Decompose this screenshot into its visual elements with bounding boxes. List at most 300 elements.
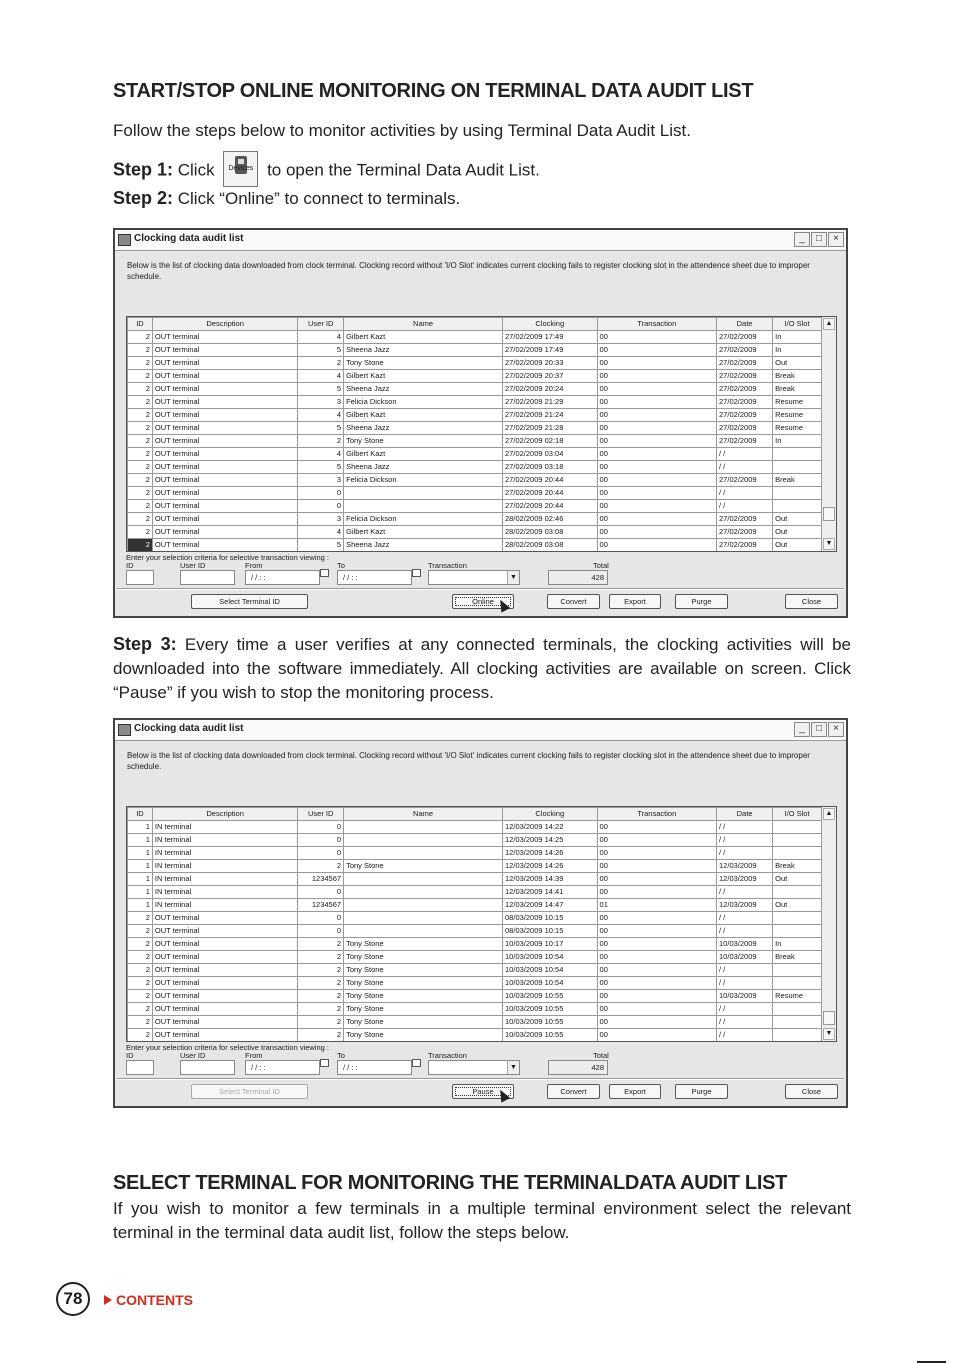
table-cell: Gilbert Kazt bbox=[344, 370, 503, 383]
table-cell: Resume bbox=[773, 422, 822, 435]
table-row[interactable] bbox=[128, 474, 822, 487]
table-cell: 27/02/2009 20:44 bbox=[503, 474, 598, 487]
table-row[interactable] bbox=[128, 1016, 822, 1029]
table-cell: 2 bbox=[128, 370, 153, 383]
table-cell: 1234567 bbox=[298, 873, 344, 886]
table-cell: Resume bbox=[773, 396, 822, 409]
vertical-scrollbar[interactable] bbox=[821, 317, 836, 551]
table-cell bbox=[344, 873, 503, 886]
convert-button[interactable]: Convert bbox=[547, 1084, 600, 1099]
column-header[interactable]: Transaction bbox=[597, 318, 716, 331]
table-cell: 00 bbox=[597, 925, 716, 938]
transaction-select[interactable] bbox=[428, 570, 520, 585]
table-cell: 00 bbox=[597, 834, 716, 847]
table-cell: 2 bbox=[128, 977, 153, 990]
maximize-icon[interactable]: □ bbox=[811, 722, 827, 737]
table-row[interactable] bbox=[128, 886, 822, 899]
table-cell: 2 bbox=[128, 1029, 153, 1042]
table-cell: 2 bbox=[298, 951, 344, 964]
table-row[interactable] bbox=[128, 899, 822, 912]
table-cell: 2 bbox=[128, 344, 153, 357]
table-cell bbox=[773, 1003, 822, 1016]
step1-post: to open the Terminal Data Audit List. bbox=[267, 160, 540, 180]
export-button[interactable]: Export bbox=[609, 1084, 661, 1099]
export-button[interactable]: Export bbox=[609, 594, 661, 609]
table-cell: 12/03/2009 bbox=[717, 899, 773, 912]
to-label: To bbox=[337, 561, 345, 570]
table-cell: OUT terminal bbox=[152, 526, 297, 539]
table-cell: 4 bbox=[298, 370, 344, 383]
divider bbox=[117, 588, 844, 590]
page-number: 78 bbox=[56, 1282, 90, 1316]
table-cell: 0 bbox=[298, 925, 344, 938]
table-cell: Gilbert Kazt bbox=[344, 448, 503, 461]
table-cell: 3 bbox=[298, 396, 344, 409]
table-row[interactable] bbox=[128, 860, 822, 873]
from-date-field[interactable]: / / : : bbox=[245, 1060, 320, 1075]
table-row[interactable] bbox=[128, 938, 822, 951]
table-cell: OUT terminal bbox=[152, 487, 297, 500]
table-cell: 2 bbox=[128, 964, 153, 977]
table-row[interactable] bbox=[128, 357, 822, 370]
table-cell: OUT terminal bbox=[152, 461, 297, 474]
table-cell: Felicia Dickson bbox=[344, 396, 503, 409]
table-cell: 2 bbox=[298, 1029, 344, 1042]
table-cell bbox=[773, 964, 822, 977]
close-icon[interactable]: × bbox=[828, 232, 844, 247]
to-calendar-icon[interactable] bbox=[412, 1059, 421, 1067]
table-cell: 2 bbox=[128, 513, 153, 526]
table-cell: 27/02/2009 bbox=[717, 383, 773, 396]
table-cell: Tony Stone bbox=[344, 1016, 503, 1029]
table-cell: 00 bbox=[597, 370, 716, 383]
table-cell: 27/02/2009 17:49 bbox=[503, 344, 598, 357]
table-row[interactable] bbox=[128, 396, 822, 409]
table-cell: Break bbox=[773, 383, 822, 396]
table-cell: Tony Stone bbox=[344, 357, 503, 370]
table-cell: 00 bbox=[597, 344, 716, 357]
table-cell: 2 bbox=[128, 357, 153, 370]
table-cell: OUT terminal bbox=[152, 409, 297, 422]
purge-button[interactable]: Purge bbox=[675, 1084, 728, 1099]
window-description: Below is the list of clocking data downloaded from clock terminal. Clocking record without 'I/O Slot' indicates current clocking fails to register clocking slot in the attendence sheet due to improper schedule. bbox=[127, 261, 810, 281]
table-row[interactable] bbox=[128, 409, 822, 422]
window-title: Clocking data audit list bbox=[134, 233, 244, 244]
scroll-down-icon[interactable]: ▼ bbox=[823, 538, 835, 550]
dropdown-arrow-icon: ▼ bbox=[507, 571, 519, 584]
table-cell: 27/02/2009 21:29 bbox=[503, 396, 598, 409]
table-cell: 2 bbox=[128, 990, 153, 1003]
section-title: START/STOP ONLINE MONITORING ON TERMINAL DATA AUDIT LIST bbox=[113, 80, 754, 102]
table-cell: IN terminal bbox=[152, 847, 297, 860]
table-cell: 2 bbox=[128, 912, 153, 925]
table-cell: 00 bbox=[597, 990, 716, 1003]
column-header[interactable]: ID bbox=[128, 318, 153, 331]
table-cell: 10/03/2009 10:17 bbox=[503, 938, 598, 951]
close-icon[interactable]: × bbox=[828, 722, 844, 737]
table-cell: OUT terminal bbox=[152, 951, 297, 964]
table-cell: 27/02/2009 bbox=[717, 409, 773, 422]
table-cell: 27/02/2009 03:04 bbox=[503, 448, 598, 461]
table-cell: 27/02/2009 21:28 bbox=[503, 422, 598, 435]
table-cell: IN terminal bbox=[152, 821, 297, 834]
column-header[interactable]: Clocking bbox=[503, 318, 598, 331]
column-header[interactable]: Name bbox=[344, 318, 503, 331]
table-cell: 2 bbox=[298, 860, 344, 873]
table-cell: Tony Stone bbox=[344, 990, 503, 1003]
table-cell: 00 bbox=[597, 422, 716, 435]
table-cell: 00 bbox=[597, 474, 716, 487]
table-cell bbox=[773, 821, 822, 834]
table-cell bbox=[344, 886, 503, 899]
table-cell: 27/02/2009 bbox=[717, 370, 773, 383]
user-id-field[interactable] bbox=[180, 1060, 235, 1075]
table-cell: 2 bbox=[128, 1016, 153, 1029]
table-cell: 00 bbox=[597, 847, 716, 860]
table-row[interactable] bbox=[128, 912, 822, 925]
table-cell: OUT terminal bbox=[152, 539, 297, 552]
column-header[interactable]: Date bbox=[717, 318, 773, 331]
close-button[interactable]: Close bbox=[785, 594, 838, 609]
contents-link[interactable] bbox=[104, 1292, 193, 1308]
table-cell: In bbox=[773, 435, 822, 448]
to-calendar-icon[interactable] bbox=[412, 569, 421, 577]
table-cell: 00 bbox=[597, 886, 716, 899]
table-cell: OUT terminal bbox=[152, 500, 297, 513]
table-cell: 3 bbox=[298, 513, 344, 526]
table-cell: 08/03/2009 10:15 bbox=[503, 925, 598, 938]
table-cell: 12/03/2009 14:39 bbox=[503, 873, 598, 886]
online-button[interactable]: Online bbox=[452, 594, 514, 609]
table-cell: 2 bbox=[298, 1003, 344, 1016]
window-description: Below is the list of clocking data downloaded from clock terminal. Clocking record without 'I/O Slot' indicates current clocking fails to register clocking slot in the attendence sheet due to improper schedule. bbox=[127, 751, 810, 771]
table-cell: 10/03/2009 10:54 bbox=[503, 964, 598, 977]
table-cell: 00 bbox=[597, 938, 716, 951]
table-cell: OUT terminal bbox=[152, 448, 297, 461]
table-cell: / / bbox=[717, 964, 773, 977]
table-row[interactable] bbox=[128, 925, 822, 938]
close-button[interactable]: Close bbox=[785, 1084, 838, 1099]
audit-table bbox=[127, 807, 822, 1042]
table-cell: IN terminal bbox=[152, 860, 297, 873]
table-cell bbox=[773, 977, 822, 990]
table-cell: 2 bbox=[128, 409, 153, 422]
table-row[interactable] bbox=[128, 951, 822, 964]
table-cell: 2 bbox=[128, 461, 153, 474]
table-cell: 27/02/2009 bbox=[717, 474, 773, 487]
table-cell bbox=[773, 886, 822, 899]
audit-table bbox=[127, 317, 822, 552]
table-cell: 2 bbox=[128, 448, 153, 461]
table-cell: OUT terminal bbox=[152, 396, 297, 409]
table-cell bbox=[773, 500, 822, 513]
table-cell: 10/03/2009 bbox=[717, 990, 773, 1003]
table-cell: Tony Stone bbox=[344, 977, 503, 990]
table-cell: 00 bbox=[597, 409, 716, 422]
column-header[interactable]: Clocking bbox=[503, 808, 598, 821]
table-cell: IN terminal bbox=[152, 899, 297, 912]
table-cell: 1 bbox=[128, 886, 153, 899]
table-cell: 27/02/2009 17:49 bbox=[503, 331, 598, 344]
table-cell: / / bbox=[717, 487, 773, 500]
table-cell: Break bbox=[773, 370, 822, 383]
column-header[interactable]: ID bbox=[128, 808, 153, 821]
step3-text: Every time a user verifies at any connected terminals, the clocking activities will be downloaded into the software immediately. All clocking activities are available on screen. Click “Pause” if you wish to stop the monitoring process. bbox=[113, 635, 851, 702]
minimize-icon[interactable]: _ bbox=[794, 232, 810, 247]
column-header[interactable]: Date bbox=[717, 808, 773, 821]
table-cell bbox=[773, 847, 822, 860]
table-cell: 1234567 bbox=[298, 899, 344, 912]
table-cell: OUT terminal bbox=[152, 964, 297, 977]
arrow-right-icon bbox=[104, 1295, 112, 1305]
column-header[interactable]: Name bbox=[344, 808, 503, 821]
table-cell: 27/02/2009 20:44 bbox=[503, 500, 598, 513]
table-row[interactable] bbox=[128, 526, 822, 539]
from-calendar-icon[interactable] bbox=[320, 1059, 329, 1067]
table-cell: / / bbox=[717, 1016, 773, 1029]
audit-grid[interactable] bbox=[126, 806, 837, 1042]
table-cell: 00 bbox=[597, 435, 716, 448]
table-cell: 27/02/2009 bbox=[717, 526, 773, 539]
table-cell: / / bbox=[717, 461, 773, 474]
step1-pre: Click bbox=[177, 160, 215, 180]
table-row[interactable] bbox=[128, 435, 822, 448]
table-cell: OUT terminal bbox=[152, 990, 297, 1003]
table-cell: 12/03/2009 bbox=[717, 860, 773, 873]
table-row[interactable] bbox=[128, 1003, 822, 1016]
table-cell: / / bbox=[717, 834, 773, 847]
table-row[interactable] bbox=[128, 500, 822, 513]
table-cell: 27/02/2009 bbox=[717, 331, 773, 344]
table-cell: 27/02/2009 bbox=[717, 513, 773, 526]
table-cell: 00 bbox=[597, 873, 716, 886]
table-cell: 00 bbox=[597, 964, 716, 977]
audit-grid[interactable] bbox=[126, 316, 837, 552]
table-cell: / / bbox=[717, 448, 773, 461]
column-header[interactable]: User ID bbox=[298, 808, 344, 821]
table-cell: In bbox=[773, 938, 822, 951]
table-cell bbox=[773, 834, 822, 847]
table-cell: 2 bbox=[128, 925, 153, 938]
table-row[interactable] bbox=[128, 977, 822, 990]
table-cell: 00 bbox=[597, 977, 716, 990]
table-cell: 08/03/2009 10:15 bbox=[503, 912, 598, 925]
table-cell: 12/03/2009 14:25 bbox=[503, 834, 598, 847]
table-cell: / / bbox=[717, 912, 773, 925]
table-cell: OUT terminal bbox=[152, 474, 297, 487]
table-cell: OUT terminal bbox=[152, 422, 297, 435]
column-header[interactable]: Description bbox=[152, 318, 297, 331]
table-cell: 00 bbox=[597, 383, 716, 396]
table-cell: / / bbox=[717, 977, 773, 990]
table-row[interactable] bbox=[128, 370, 822, 383]
table-cell: Tony Stone bbox=[344, 435, 503, 448]
table-row[interactable] bbox=[128, 1029, 822, 1042]
table-row[interactable] bbox=[128, 448, 822, 461]
section2-title: SELECT TERMINAL FOR MONITORING THE TERMINALDATA AUDIT LIST bbox=[113, 1172, 788, 1194]
from-label: From bbox=[245, 561, 263, 570]
table-cell: 0 bbox=[298, 500, 344, 513]
table-cell: 0 bbox=[298, 886, 344, 899]
transaction-select[interactable] bbox=[428, 1060, 520, 1075]
table-cell: Felicia Dickson bbox=[344, 474, 503, 487]
table-cell: 00 bbox=[597, 448, 716, 461]
from-label: From bbox=[245, 1051, 263, 1060]
dropdown-arrow-icon: ▼ bbox=[507, 1061, 519, 1074]
table-cell: 12/03/2009 14:26 bbox=[503, 860, 598, 873]
table-cell: 12/03/2009 14:47 bbox=[503, 899, 598, 912]
table-cell: Break bbox=[773, 474, 822, 487]
section2-text: If you wish to monitor a few terminals in a multiple terminal environment select the relevant terminal in the terminal data audit list, follow the steps below. bbox=[113, 1199, 851, 1242]
to-date-field[interactable]: / / : : bbox=[337, 1060, 412, 1075]
clocking-window-online bbox=[113, 228, 848, 618]
table-row[interactable] bbox=[128, 344, 822, 357]
table-cell: IN terminal bbox=[152, 873, 297, 886]
table-cell: 00 bbox=[597, 396, 716, 409]
from-calendar-icon[interactable] bbox=[320, 569, 329, 577]
maximize-icon[interactable]: □ bbox=[811, 232, 827, 247]
table-cell: Sheena Jazz bbox=[344, 539, 503, 552]
table-cell: Gilbert Kazt bbox=[344, 409, 503, 422]
id-field[interactable] bbox=[126, 570, 154, 585]
table-row[interactable] bbox=[128, 461, 822, 474]
table-cell: 28/02/2009 02:46 bbox=[503, 513, 598, 526]
scroll-up-icon[interactable]: ▲ bbox=[823, 808, 835, 820]
table-cell bbox=[773, 912, 822, 925]
table-cell: 2 bbox=[298, 435, 344, 448]
table-cell: 5 bbox=[298, 344, 344, 357]
table-cell: 1 bbox=[128, 899, 153, 912]
devices-icon[interactable] bbox=[223, 151, 258, 187]
table-cell: 0 bbox=[298, 912, 344, 925]
table-cell: OUT terminal bbox=[152, 977, 297, 990]
table-cell: 00 bbox=[597, 1029, 716, 1042]
table-cell: OUT terminal bbox=[152, 513, 297, 526]
table-cell: 4 bbox=[298, 526, 344, 539]
table-row[interactable] bbox=[128, 873, 822, 886]
clocking-window-pause bbox=[113, 718, 848, 1108]
table-cell: 10/03/2009 10:54 bbox=[503, 977, 598, 990]
table-row[interactable] bbox=[128, 821, 822, 834]
table-cell: OUT terminal bbox=[152, 1016, 297, 1029]
table-cell: 10/03/2009 bbox=[717, 938, 773, 951]
table-cell: 12/03/2009 14:22 bbox=[503, 821, 598, 834]
table-cell: 27/02/2009 bbox=[717, 539, 773, 552]
table-cell bbox=[344, 834, 503, 847]
scroll-thumb[interactable] bbox=[823, 1011, 835, 1025]
table-cell: Out bbox=[773, 513, 822, 526]
table-cell: Sheena Jazz bbox=[344, 383, 503, 396]
table-cell: 2 bbox=[298, 977, 344, 990]
contents-label: CONTENTS bbox=[116, 1292, 193, 1308]
column-header[interactable]: Description bbox=[152, 808, 297, 821]
table-cell: Sheena Jazz bbox=[344, 461, 503, 474]
to-date-field[interactable]: / / : : bbox=[337, 570, 412, 585]
table-cell: 0 bbox=[298, 847, 344, 860]
table-row[interactable] bbox=[128, 847, 822, 860]
table-row[interactable] bbox=[128, 513, 822, 526]
select-terminal-button[interactable]: Select Terminal ID bbox=[191, 1084, 308, 1099]
criteria-label: Enter your selection criteria for selective transaction viewing : bbox=[126, 1043, 330, 1052]
table-cell: 2 bbox=[128, 526, 153, 539]
table-row[interactable] bbox=[128, 539, 822, 552]
select-terminal-button[interactable]: Select Terminal ID bbox=[191, 594, 308, 609]
table-cell: 00 bbox=[597, 331, 716, 344]
user-id-field[interactable] bbox=[180, 570, 235, 585]
table-row[interactable] bbox=[128, 964, 822, 977]
criteria-label: Enter your selection criteria for selective transaction viewing : bbox=[126, 553, 330, 562]
table-cell bbox=[344, 500, 503, 513]
table-cell: 1 bbox=[128, 821, 153, 834]
column-header[interactable]: Transaction bbox=[597, 808, 716, 821]
pause-button[interactable]: Pause bbox=[452, 1084, 514, 1099]
table-row[interactable] bbox=[128, 834, 822, 847]
app-icon bbox=[118, 724, 131, 736]
table-cell bbox=[344, 487, 503, 500]
table-row[interactable] bbox=[128, 487, 822, 500]
table-cell: 27/02/2009 02:18 bbox=[503, 435, 598, 448]
convert-button[interactable]: Convert bbox=[547, 594, 600, 609]
table-cell: 2 bbox=[128, 474, 153, 487]
table-cell bbox=[773, 487, 822, 500]
table-cell bbox=[773, 925, 822, 938]
from-date-field[interactable]: / / : : bbox=[245, 570, 320, 585]
table-cell: / / bbox=[717, 1029, 773, 1042]
scroll-down-icon[interactable]: ▼ bbox=[823, 1028, 835, 1040]
table-cell: OUT terminal bbox=[152, 331, 297, 344]
table-cell: 00 bbox=[597, 526, 716, 539]
table-cell: 27/02/2009 20:44 bbox=[503, 487, 598, 500]
table-row[interactable] bbox=[128, 331, 822, 344]
table-row[interactable] bbox=[128, 422, 822, 435]
vertical-scrollbar[interactable] bbox=[821, 807, 836, 1041]
column-header[interactable]: I/O Slot bbox=[773, 318, 822, 331]
table-cell: 2 bbox=[298, 1016, 344, 1029]
minimize-icon[interactable]: _ bbox=[794, 722, 810, 737]
id-field[interactable] bbox=[126, 1060, 154, 1075]
table-cell: Break bbox=[773, 951, 822, 964]
table-row[interactable] bbox=[128, 383, 822, 396]
table-cell: Out bbox=[773, 526, 822, 539]
scroll-up-icon[interactable]: ▲ bbox=[823, 318, 835, 330]
table-cell: 2 bbox=[128, 1003, 153, 1016]
table-cell: 10/03/2009 10:55 bbox=[503, 1016, 598, 1029]
id-label: ID bbox=[126, 1051, 134, 1060]
table-cell: OUT terminal bbox=[152, 938, 297, 951]
table-cell: 2 bbox=[298, 938, 344, 951]
table-cell: 1 bbox=[128, 860, 153, 873]
table-cell: 2 bbox=[128, 938, 153, 951]
table-cell: 28/02/2009 03:08 bbox=[503, 526, 598, 539]
step3-text-block bbox=[113, 632, 851, 705]
transaction-label: Transaction bbox=[428, 561, 467, 570]
purge-button[interactable]: Purge bbox=[675, 594, 728, 609]
column-header[interactable]: User ID bbox=[298, 318, 344, 331]
table-cell: 2 bbox=[298, 357, 344, 370]
table-cell: 00 bbox=[597, 1016, 716, 1029]
table-cell: 00 bbox=[597, 912, 716, 925]
table-cell: Felicia Dickson bbox=[344, 513, 503, 526]
scroll-thumb[interactable] bbox=[823, 507, 835, 521]
table-row[interactable] bbox=[128, 990, 822, 1003]
table-cell: 5 bbox=[298, 461, 344, 474]
column-header[interactable]: I/O Slot bbox=[773, 808, 822, 821]
table-cell: 00 bbox=[597, 513, 716, 526]
table-cell: Out bbox=[773, 357, 822, 370]
table-cell: OUT terminal bbox=[152, 344, 297, 357]
table-cell: 28/02/2009 03:08 bbox=[503, 539, 598, 552]
table-cell: IN terminal bbox=[152, 886, 297, 899]
